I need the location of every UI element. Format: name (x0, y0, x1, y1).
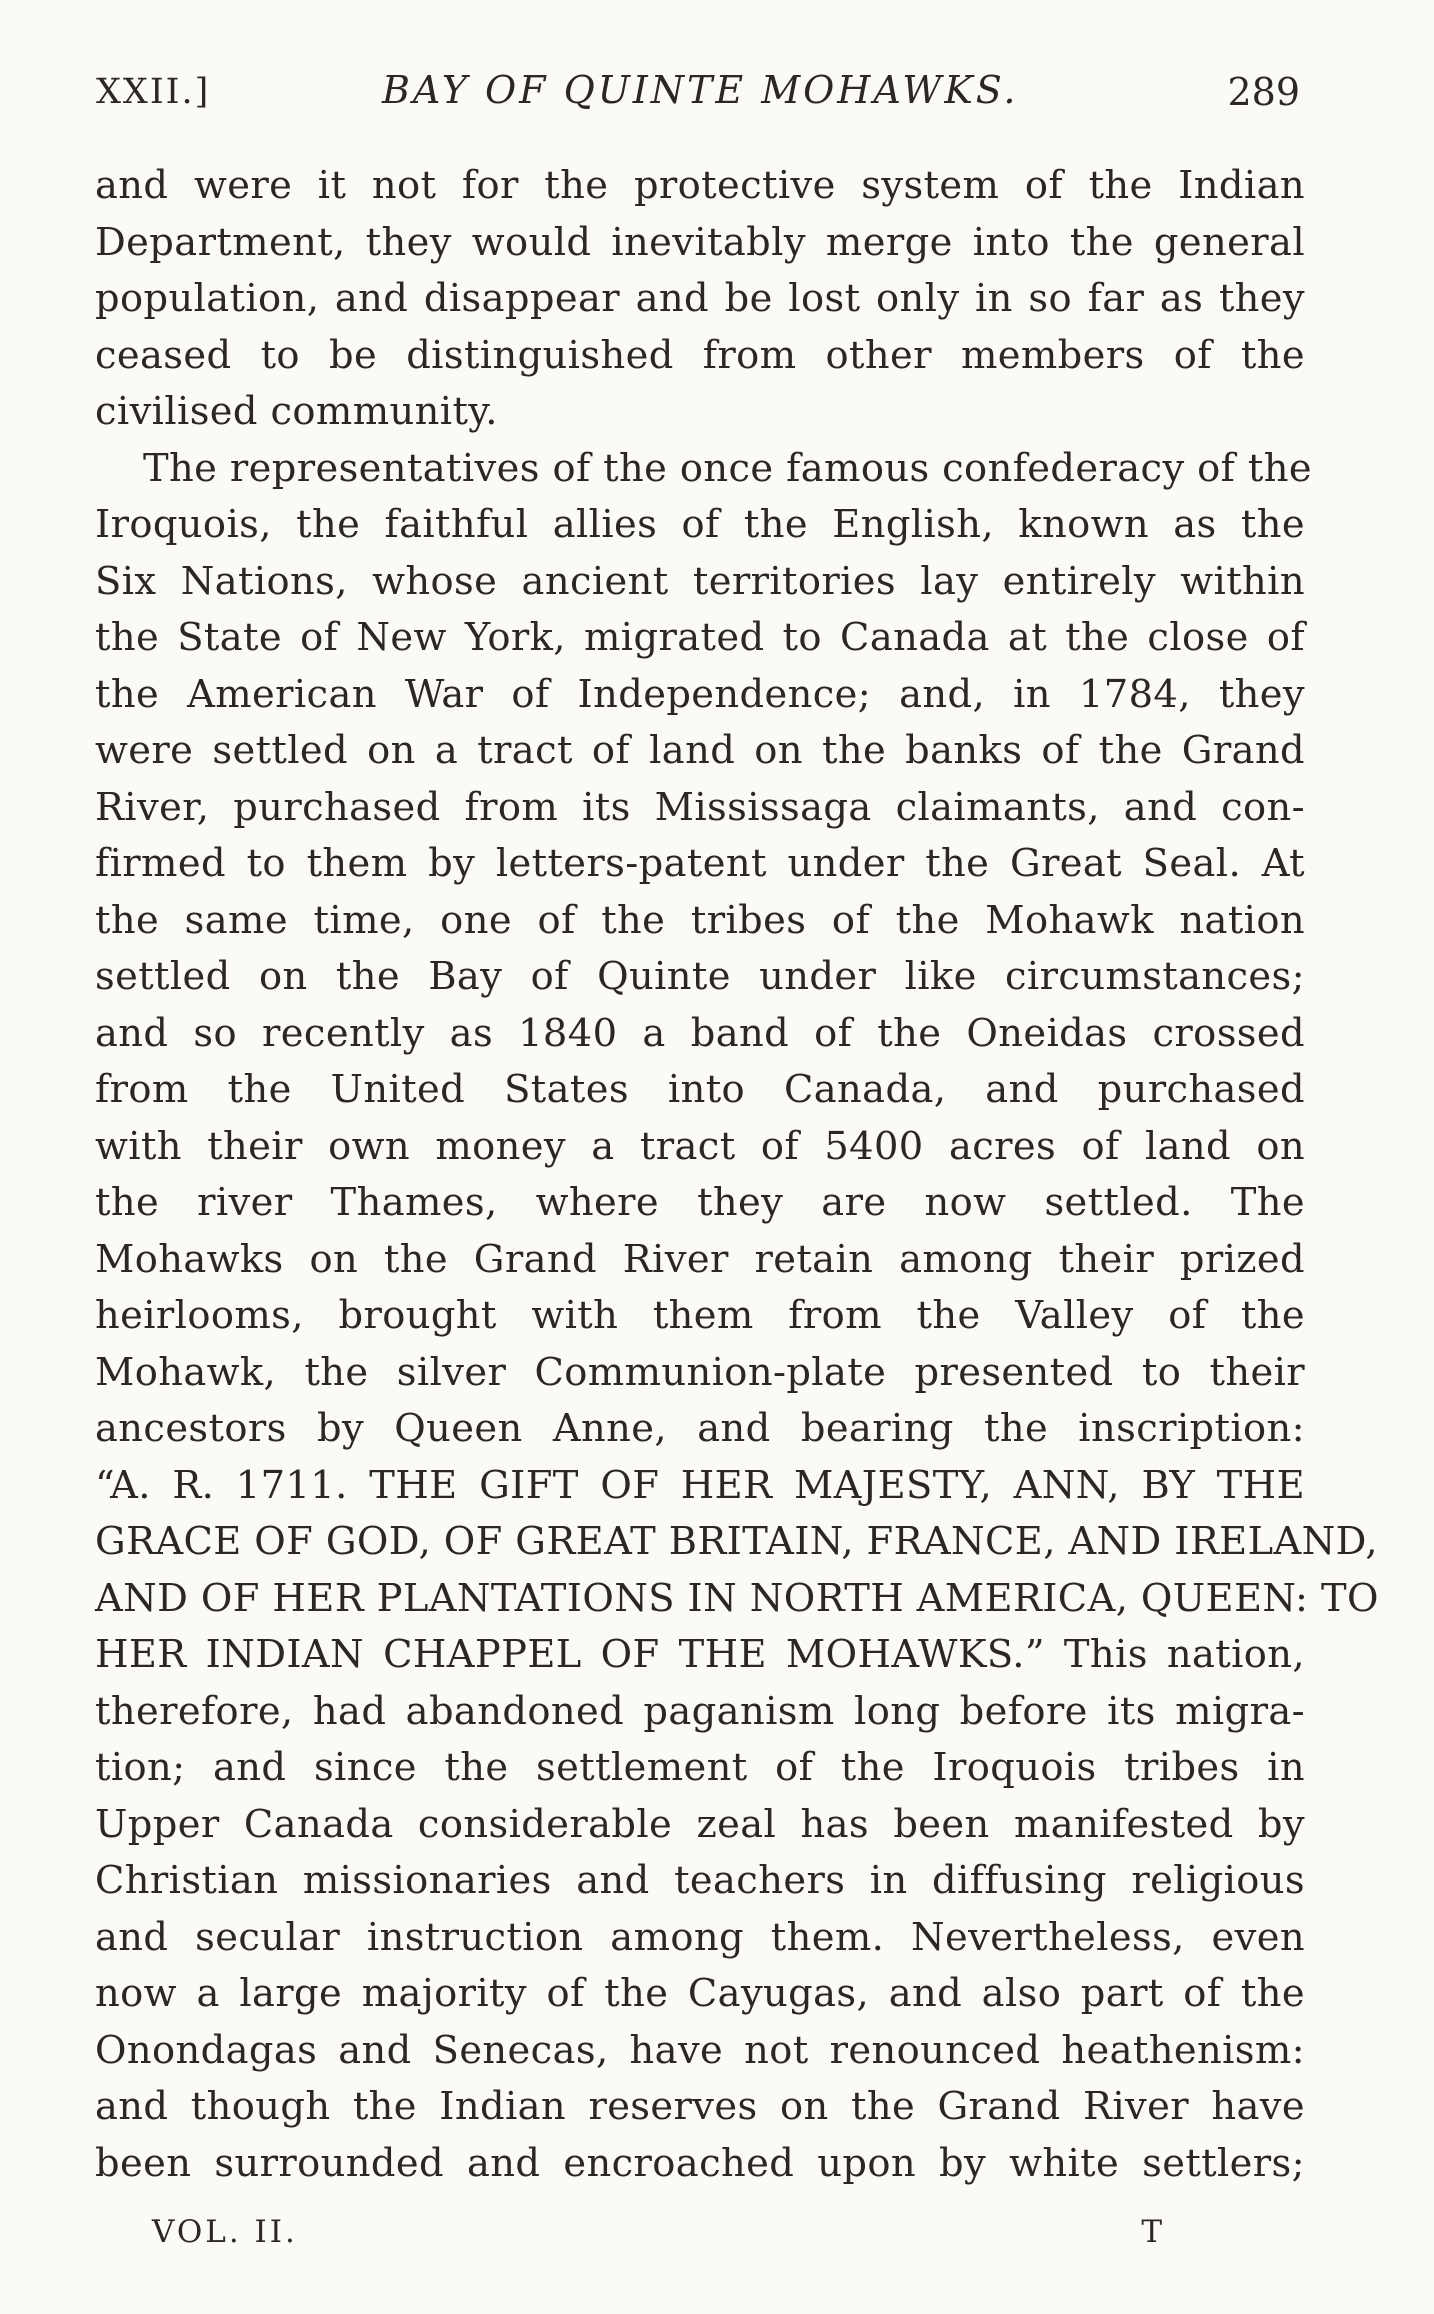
body-line: therefore, had abandoned paganism long before its migra- (95, 1688, 1305, 1734)
body-line: and secular instruction among them. Nevertheless, even (95, 1914, 1305, 1960)
body-line: ancestors by Queen Anne, and bearing the inscription: (95, 1406, 1305, 1451)
body-line: the State of New York, migrated to Canada at the close of (95, 615, 1305, 660)
body-line: and were it not for the protective system of the Indian (95, 163, 1305, 208)
body-line: the river Thames, where they are now settled. The (95, 1180, 1305, 1225)
body-line: Department, they would inevitably merge into the general (95, 219, 1305, 265)
body-line: and though the Indian reserves on the Grand River have (95, 2084, 1305, 2129)
body-line: Mohawks on the Grand River retain among their prized (95, 1236, 1305, 1282)
body-line: tion; and since the settlement of the Iroquois tribes in (95, 1745, 1305, 1790)
body-line: Christian missionaries and teachers in diffusing religious (95, 1858, 1305, 1903)
inscription-line: AND OF HER PLANTATIONS IN NORTH AMERICA, QUEEN: TO (95, 1575, 1379, 1621)
body-line: been surrounded and encroached upon by white settlers; (95, 2140, 1305, 2186)
inscription-line: “A. R. 1711. THE GIFT OF HER MAJESTY, ANN, BY THE (95, 1462, 1305, 1508)
body-line: now a large majority of the Cayugas, and also part of the (95, 1971, 1305, 2016)
page-footer (152, 2214, 1162, 2264)
body-line: Onondagas and Senecas, have not renounced heathenism: (95, 2027, 1305, 2073)
body-line: Mohawk, the silver Communion-plate presented to their (95, 1349, 1305, 1395)
running-head (92, 66, 1302, 126)
body-text (95, 158, 1379, 2192)
body-line: civilised community. (95, 389, 498, 434)
body-line: from the United States into Canada, and purchased (95, 1067, 1305, 1112)
paragraph-first-line: The representatives of the once famous confederacy of the (143, 445, 1312, 491)
section-mark: XXII.] (96, 72, 211, 112)
body-line: ceased to be distinguished from other members of the (95, 332, 1305, 378)
inscription-line: HER INDIAN CHAPPEL OF THE MOHAWKS.” This nation, (95, 1632, 1305, 1677)
page-number: 289 (1227, 70, 1300, 114)
body-line: heirlooms, brought with them from the Valley of the (95, 1293, 1305, 1338)
running-title: BAY OF QUINTE MOHAWKS. (382, 68, 1019, 112)
body-line: population, and disappear and be lost only in so far as they (95, 276, 1305, 321)
body-line: the same time, one of the tribes of the Mohawk nation (95, 897, 1305, 943)
body-line: Iroquois, the faithful allies of the English, known as the (95, 502, 1305, 547)
volume-mark: VOL. II. (152, 2214, 298, 2250)
body-line: Six Nations, whose ancient territories lay entirely within (95, 558, 1305, 604)
body-line: Upper Canada considerable zeal has been manifested by (95, 1801, 1305, 1847)
body-line: firmed to them by letters-patent under the Great Seal. At (95, 841, 1305, 886)
signature-mark: T (1141, 2214, 1162, 2250)
body-line: with their own money a tract of 5400 acres of land on (95, 1123, 1305, 1169)
body-line: settled on the Bay of Quinte under like circumstances; (95, 954, 1305, 999)
body-line: the American War of Independence; and, in 1784, they (95, 671, 1305, 717)
inscription-line: GRACE OF GOD, OF GREAT BRITAIN, FRANCE, AND IRELAND, (95, 1519, 1379, 1564)
body-line: and so recently as 1840 a band of the Oneidas crossed (95, 1010, 1305, 1056)
body-line: were settled on a tract of land on the banks of the Grand (95, 728, 1305, 773)
body-line: River, purchased from its Mississaga claimants, and con- (95, 784, 1305, 830)
